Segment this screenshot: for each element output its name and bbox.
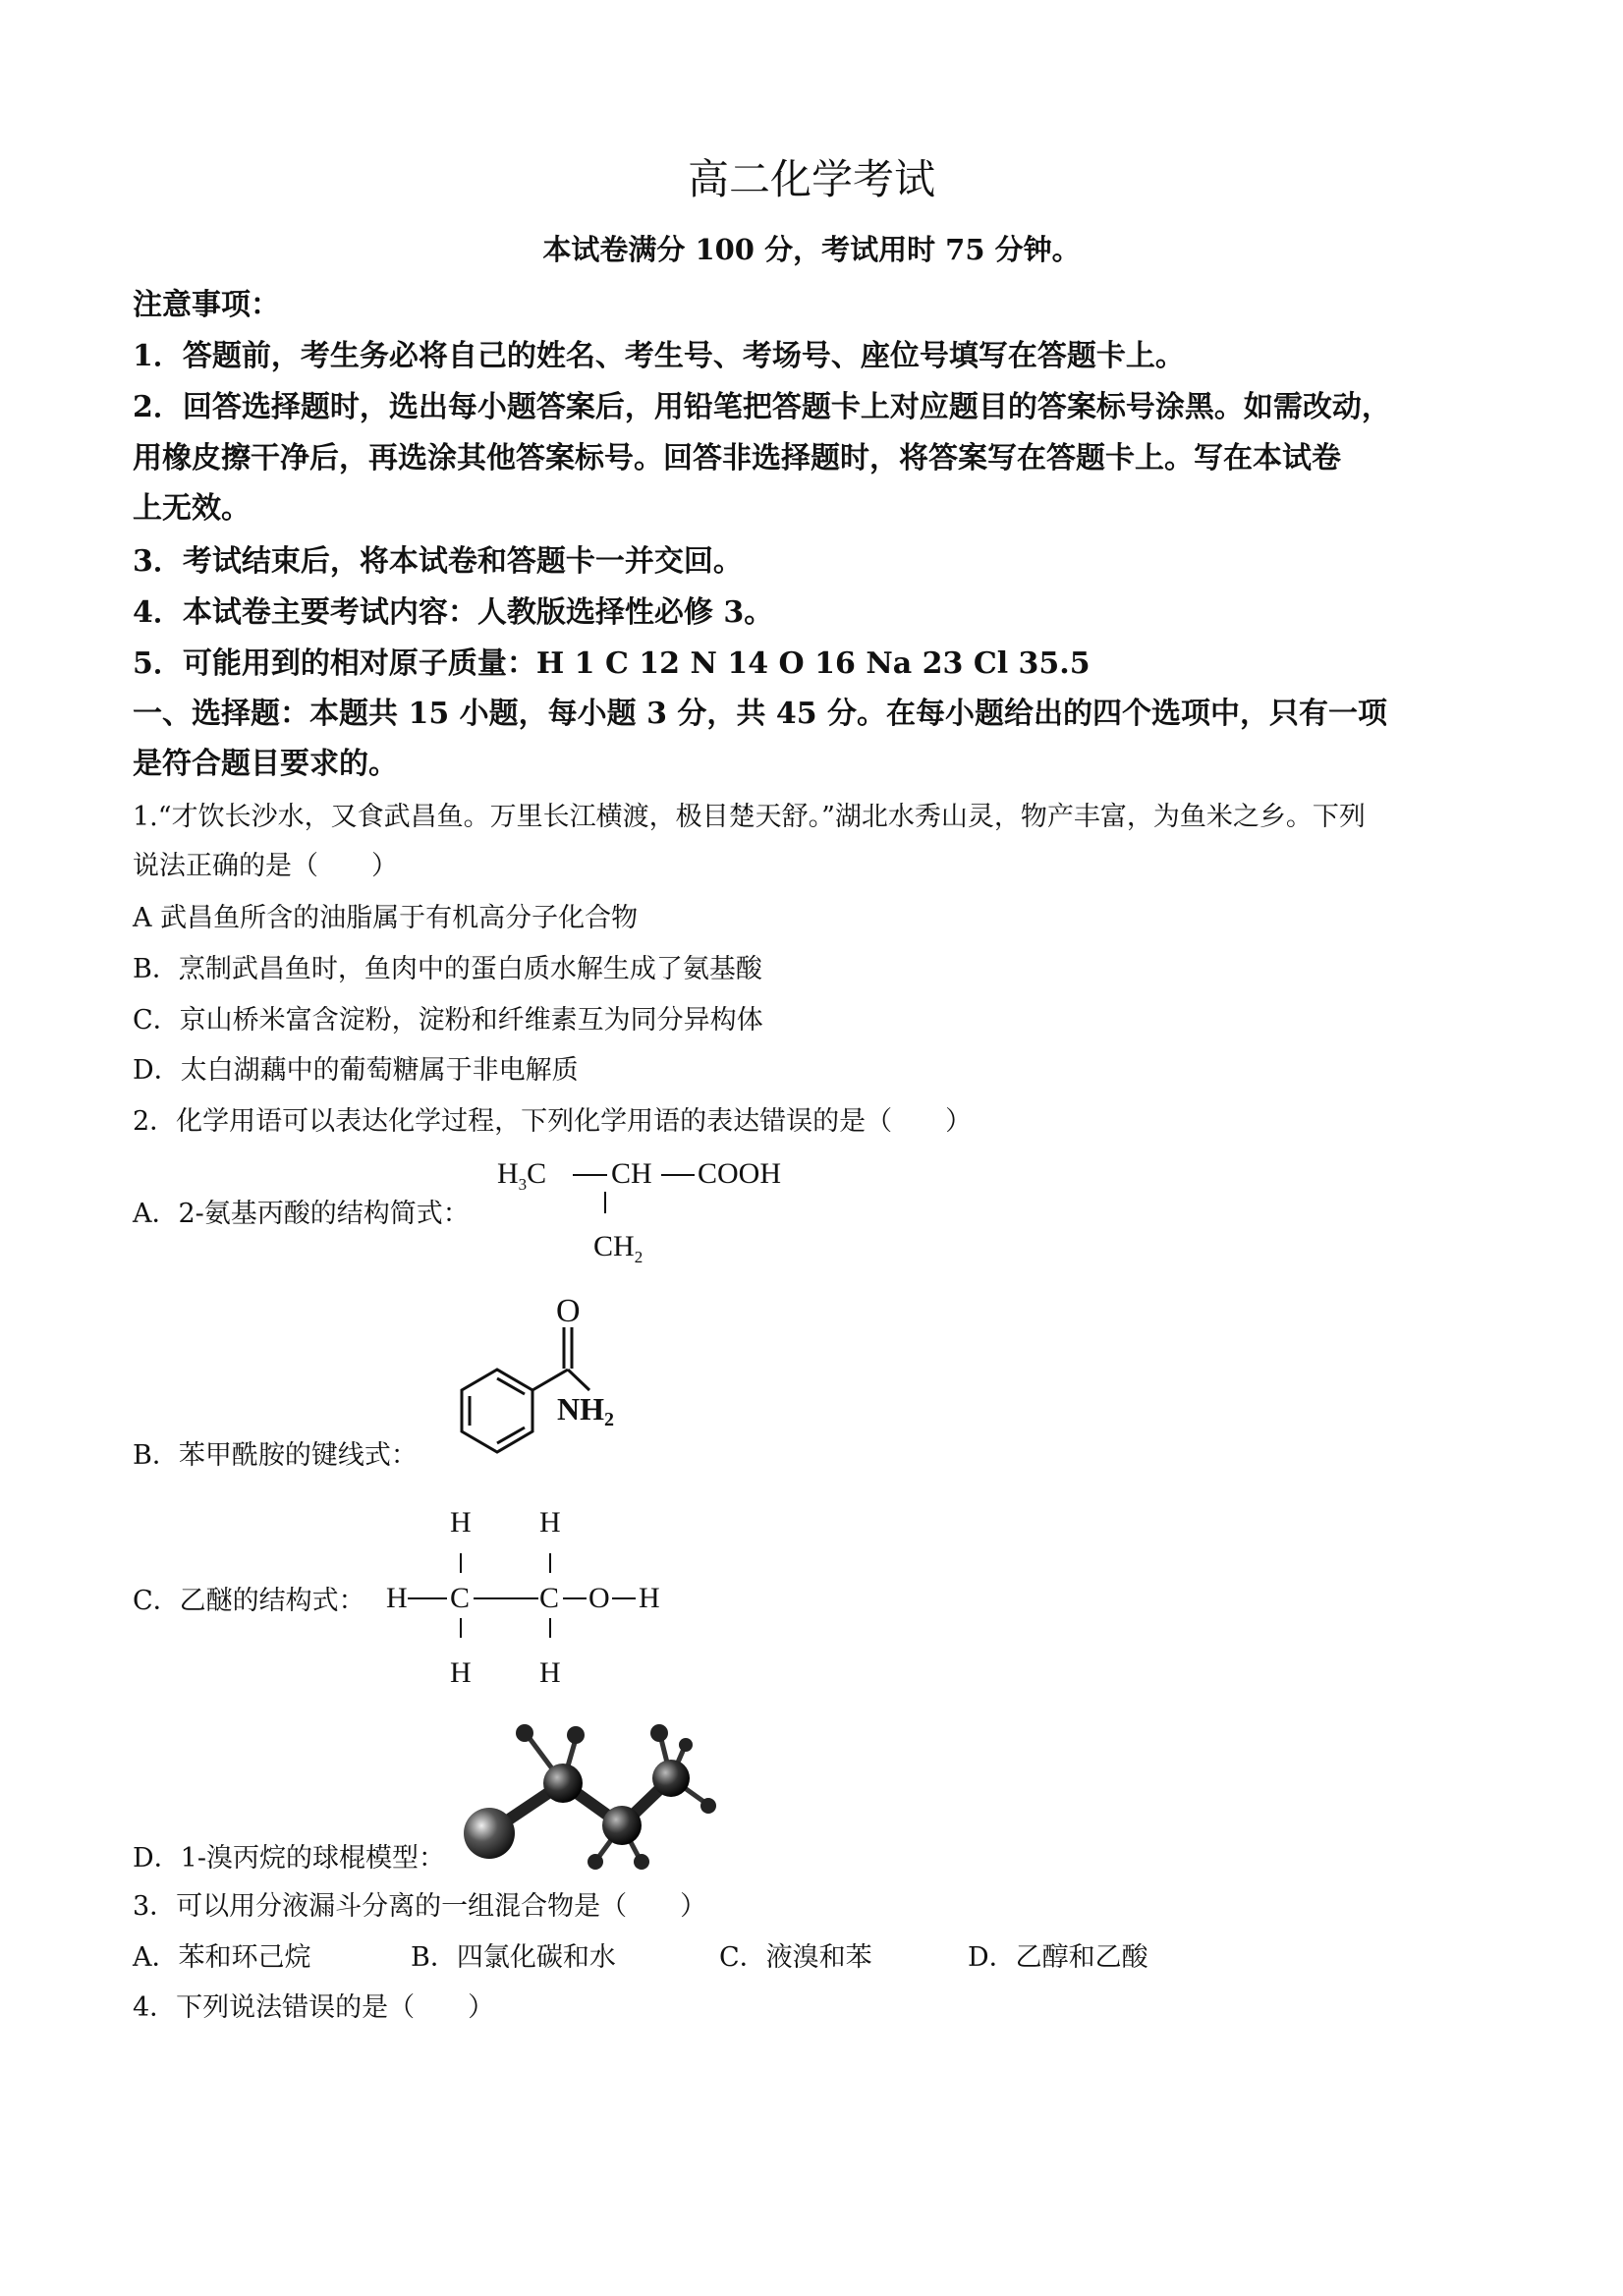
svg-text:H: H bbox=[539, 1506, 561, 1539]
svg-text:H: H bbox=[386, 1582, 408, 1614]
question-2-option-b: B．苯甲酰胺的键线式： bbox=[133, 1440, 418, 1471]
question-3-stem: 3．可以用分液漏斗分离的一组混合物是（ ） bbox=[133, 1891, 707, 1922]
notice-line: 5．可能用到的相对原子质量：H 1 C 12 N 14 O 16 Na 23 Cl 35.5 bbox=[133, 646, 1091, 681]
question-1-stem: 1.“才饮长沙水，又食武昌鱼。万里长江横渡，极目楚天舒。”湖北水秀山灵，物产丰富，为鱼米之乡。下列 bbox=[133, 802, 1366, 832]
svg-text:O: O bbox=[556, 1293, 581, 1329]
question-2-option-d: D．1-溴丙烷的球棍模型： bbox=[133, 1843, 445, 1874]
exam-subtitle: 本试卷满分 100 分，考试用时 75 分钟。 bbox=[542, 233, 1081, 266]
benzamide-skeletal-formula bbox=[422, 1292, 658, 1469]
svg-text:NH: NH bbox=[557, 1391, 604, 1427]
notice-line: 4．本试卷主要考试内容：人教版选择性必修 3。 bbox=[133, 595, 774, 630]
ether-structural-formula bbox=[378, 1498, 693, 1695]
notice-heading: 注意事项： bbox=[133, 288, 280, 322]
notice-line: 上无效。 bbox=[133, 491, 251, 526]
question-1-stem: 说法正确的是（ ） bbox=[133, 851, 398, 881]
svg-text:H: H bbox=[539, 1656, 561, 1689]
notice-line: 2．回答选择题时，选出每小题答案后，用铅笔把答题卡上对应题目的答案标号涂黑。如需改动， bbox=[133, 390, 1391, 424]
svg-text:C: C bbox=[539, 1582, 560, 1614]
question-1-option-a: A 武昌鱼所含的油脂属于有机高分子化合物 bbox=[133, 903, 639, 933]
svg-text:O: O bbox=[588, 1582, 610, 1614]
question-3-option-d: D．乙醇和乙酸 bbox=[968, 1942, 1148, 1973]
svg-text:C: C bbox=[450, 1582, 471, 1614]
section-heading: 一、选择题：本题共 15 小题，每小题 3 分，共 45 分。在每小题给出的四个选项中，只有一项 bbox=[133, 697, 1388, 731]
question-1-option-d: D．太白湖藕中的葡萄糖属于非电解质 bbox=[133, 1055, 579, 1086]
question-2-stem: 2．化学用语可以表达化学过程，下列化学用语的表达错误的是（ ） bbox=[133, 1106, 973, 1137]
bromopropane-ball-stick-model bbox=[460, 1709, 725, 1876]
page-title: 高二化学考试 bbox=[687, 155, 935, 203]
svg-text:2: 2 bbox=[604, 1409, 614, 1430]
question-3-option-b: B．四氯化碳和水 bbox=[411, 1942, 616, 1973]
svg-text:H: H bbox=[639, 1582, 660, 1614]
notice-line: 用橡皮擦干净后，再选涂其他答案标号。回答非选择题时，将答案写在答题卡上。写在本试卷 bbox=[133, 441, 1341, 476]
question-1-option-b: B．烹制武昌鱼时，鱼肉中的蛋白质水解生成了氨基酸 bbox=[133, 954, 762, 984]
exam-page: 高二化学考试 本试卷满分 100 分，考试用时 75 分钟。 注意事项： 1．答题前，考生务必将自己的姓名、考生号、考场号、座位号填写在答题卡上。 2．回答选择题时，选出每小题答案后，用铅笔把答题卡上对应题目的答案标号涂黑。如需改动， 用橡皮擦干净后，再选涂其他答案标号。回答非选择题时，将答案写在答题卡上。写在本试卷 上无效。 3．考试结束后，将本试卷和答题卡一并交回。 4．本试卷主要考试内容：人教版选择性必修 3。 5．可能用到的相对原子质量：H 1 C 12 N 14 O 16 Na 23 Cl 35.5 一、选择题：本题共 15 小题，每小题 3 分，共 45 分。在每小题给出的四个选项中，只有一项 是符合题目要求的。 1.“才饮长沙水，又食武昌鱼。万里长江横渡，极目楚天舒。”湖北水秀山灵，物产丰富，为鱼米之乡。下列 说法正确的是（ ） A 武昌鱼所含的油脂属于有机高分子化合物 B．烹制武昌鱼时，鱼肉中的蛋白质水解生成了氨基酸 C．京山桥米富含淀粉，淀粉和纤维素互为同分异构体 D．太白湖藕中的葡萄糖属于非电解质 2．化学用语可以表达化学过程，下列化学用语的表达错误的是（ ） A．2-氨基丙酸的结构简式： $H_3C$ CH COOH $CH_2$ B．苯甲酰胺的键线式： O NH 2 C．乙醚的结构式： H H H C C O H H H D．1-溴丙烷的球棍模型： 3．可以用分液漏斗分离的一组混合物是（ ） A．苯和环己烷 B．四氯化碳和水 C．液溴和苯 D．乙醇和乙酸 4．下列说法错误的是（ ） bbox=[0, 0, 1623, 2296]
question-1-option-c: C．京山桥米富含淀粉，淀粉和纤维素互为同分异构体 bbox=[133, 1005, 763, 1036]
question-3-option-c: C．液溴和苯 bbox=[719, 1942, 872, 1973]
section-heading: 是符合题目要求的。 bbox=[133, 747, 398, 781]
question-2-option-c: C．乙醚的结构式： bbox=[133, 1586, 365, 1616]
question-3-option-a: A．苯和环己烷 bbox=[133, 1942, 311, 1973]
notice-line: 3．考试结束后，将本试卷和答题卡一并交回。 bbox=[133, 544, 743, 579]
svg-text:H: H bbox=[450, 1656, 472, 1689]
question-4-stem: 4．下列说法错误的是（ ） bbox=[133, 1992, 495, 2023]
svg-text:H: H bbox=[450, 1506, 472, 1539]
question-2-option-a: A．2-氨基丙酸的结构简式： bbox=[133, 1199, 470, 1229]
notice-line: 1．答题前，考生务必将自己的姓名、考生号、考场号、座位号填写在答题卡上。 bbox=[133, 339, 1185, 373]
